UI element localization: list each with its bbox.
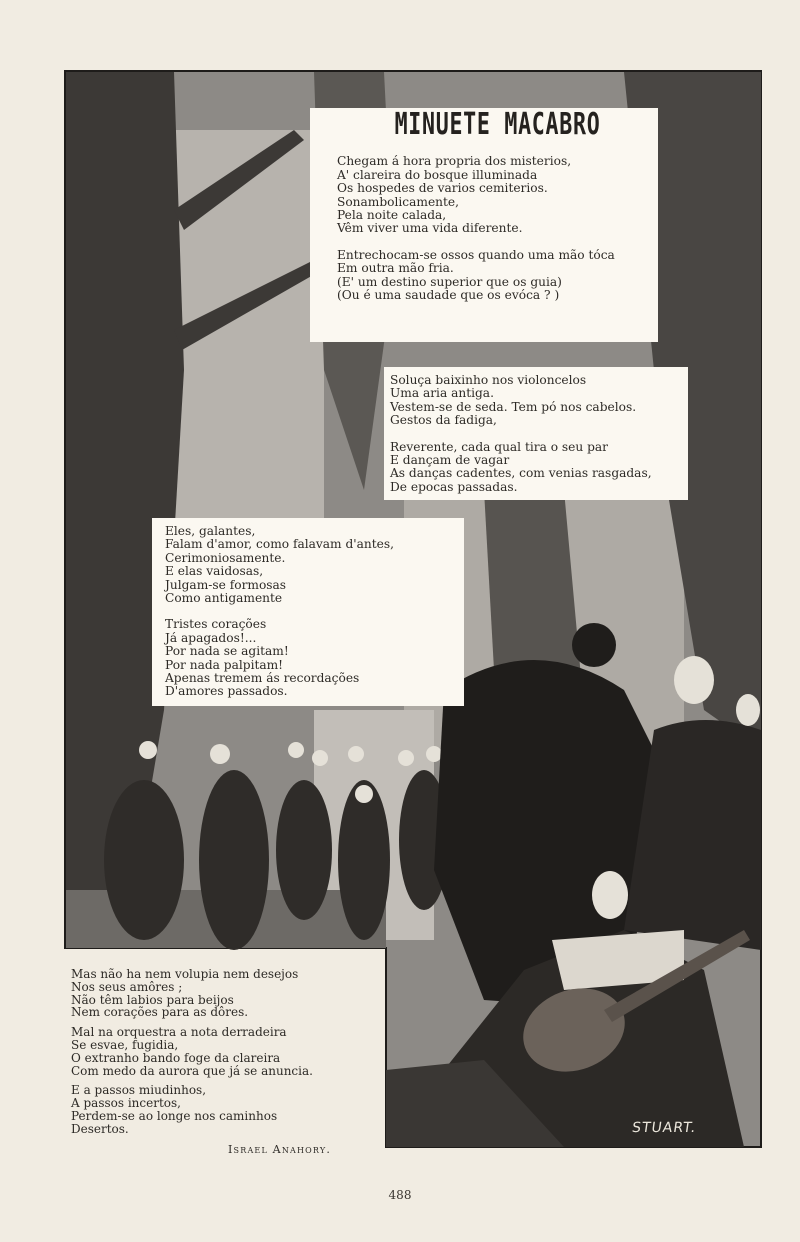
poem-line: Nos seus amôres ; — [71, 979, 183, 994]
stanza — [337, 249, 658, 303]
poem-line: Por nada palpitam! — [165, 657, 284, 672]
author-name: Israel Anahory. — [228, 1143, 332, 1156]
poem-line: Nem corações para as dôres. — [71, 1005, 249, 1020]
poem-line: Vestem-se de seda. Tem pó nos cabelos. — [390, 399, 637, 414]
stanza — [71, 1026, 385, 1077]
poem-line: Apenas tremem ás recordações — [165, 671, 360, 686]
poem-line: (Ou é uma saudade que os evóca ? ) — [337, 288, 560, 303]
poem-line: Gestos da fadiga, — [390, 413, 497, 428]
poem-line: A passos incertos, — [71, 1096, 181, 1111]
poem-line: O extranho bando foge da clareira — [71, 1050, 281, 1065]
poem-line: De epocas passadas. — [390, 479, 518, 494]
poem-line: Já apagados!... — [165, 630, 257, 645]
poem-line: Reverente, cada qual tira o seu par — [390, 439, 609, 454]
poem-line: Sonambolicamente, — [337, 194, 459, 209]
poem-line: Não têm labios para beijos — [71, 992, 234, 1007]
poem-line: Pela noite calada, — [337, 208, 447, 223]
page-number: 488 — [388, 1188, 412, 1202]
poem-line: Os hospedes de varios cemiterios. — [337, 181, 548, 196]
poem-line: Vêm viver uma vida diferente. — [337, 221, 523, 236]
poem-line: Como antigamente — [165, 591, 283, 606]
poem-line: Entrechocam-se ossos quando uma mão tóca — [337, 247, 615, 262]
poem-line: Soluça baixinho nos violoncelos — [390, 373, 587, 387]
poem-line: Em outra mão fria. — [337, 261, 454, 276]
stanza — [337, 155, 658, 235]
poem-line: Julgam-se formosas — [165, 577, 287, 592]
poem-line: Tristes corações — [165, 617, 267, 632]
stanza — [390, 374, 688, 428]
stanza — [390, 441, 688, 495]
stanza — [165, 618, 464, 698]
poem-box-2 — [384, 367, 688, 500]
poem-title: MINUETE MACABRO — [394, 107, 601, 142]
poem-line: (E' um destino superior que os guia) — [337, 274, 562, 289]
poem-line: A' clareira do bosque illuminada — [337, 167, 538, 182]
poem-line: Por nada se agitam! — [165, 644, 289, 659]
stanza — [71, 968, 385, 1019]
poem-line: E elas vaidosas, — [165, 564, 264, 579]
stanza — [71, 1084, 385, 1135]
poem-box-title — [310, 108, 658, 342]
poem-box-4 — [62, 960, 385, 1160]
poem-line: Se esvae, fugidia, — [71, 1037, 179, 1052]
poem-line: Eles, galantes, — [165, 524, 256, 538]
stanza — [165, 525, 464, 605]
poem-line: Mal na orquestra a nota derradeira — [71, 1025, 287, 1040]
poem-line: Falam d'amor, como falavam d'antes, — [165, 537, 394, 552]
poem-line: E dançam de vagar — [390, 453, 510, 468]
poem-line: Perdem-se ao longe nos caminhos — [71, 1108, 278, 1123]
poem-line: Uma aria antiga. — [390, 386, 494, 401]
poem-line: Mas não ha nem volupia nem desejos — [71, 967, 299, 981]
poem-line: As danças cadentes, com venias rasgadas, — [390, 466, 652, 481]
poem-line: Desertos. — [71, 1121, 129, 1136]
poem-line: Chegam á hora propria dos misterios, — [337, 154, 572, 169]
poem-box-3 — [152, 518, 464, 706]
poem-line: Com medo da aurora que já se anuncia. — [71, 1063, 313, 1078]
poem-line: E a passos miudinhos, — [71, 1083, 207, 1098]
poem-line: D'amores passados. — [165, 684, 288, 699]
artist-signature: STUART. — [630, 1120, 698, 1136]
poem-line: Cerimoniosamente. — [165, 550, 286, 565]
